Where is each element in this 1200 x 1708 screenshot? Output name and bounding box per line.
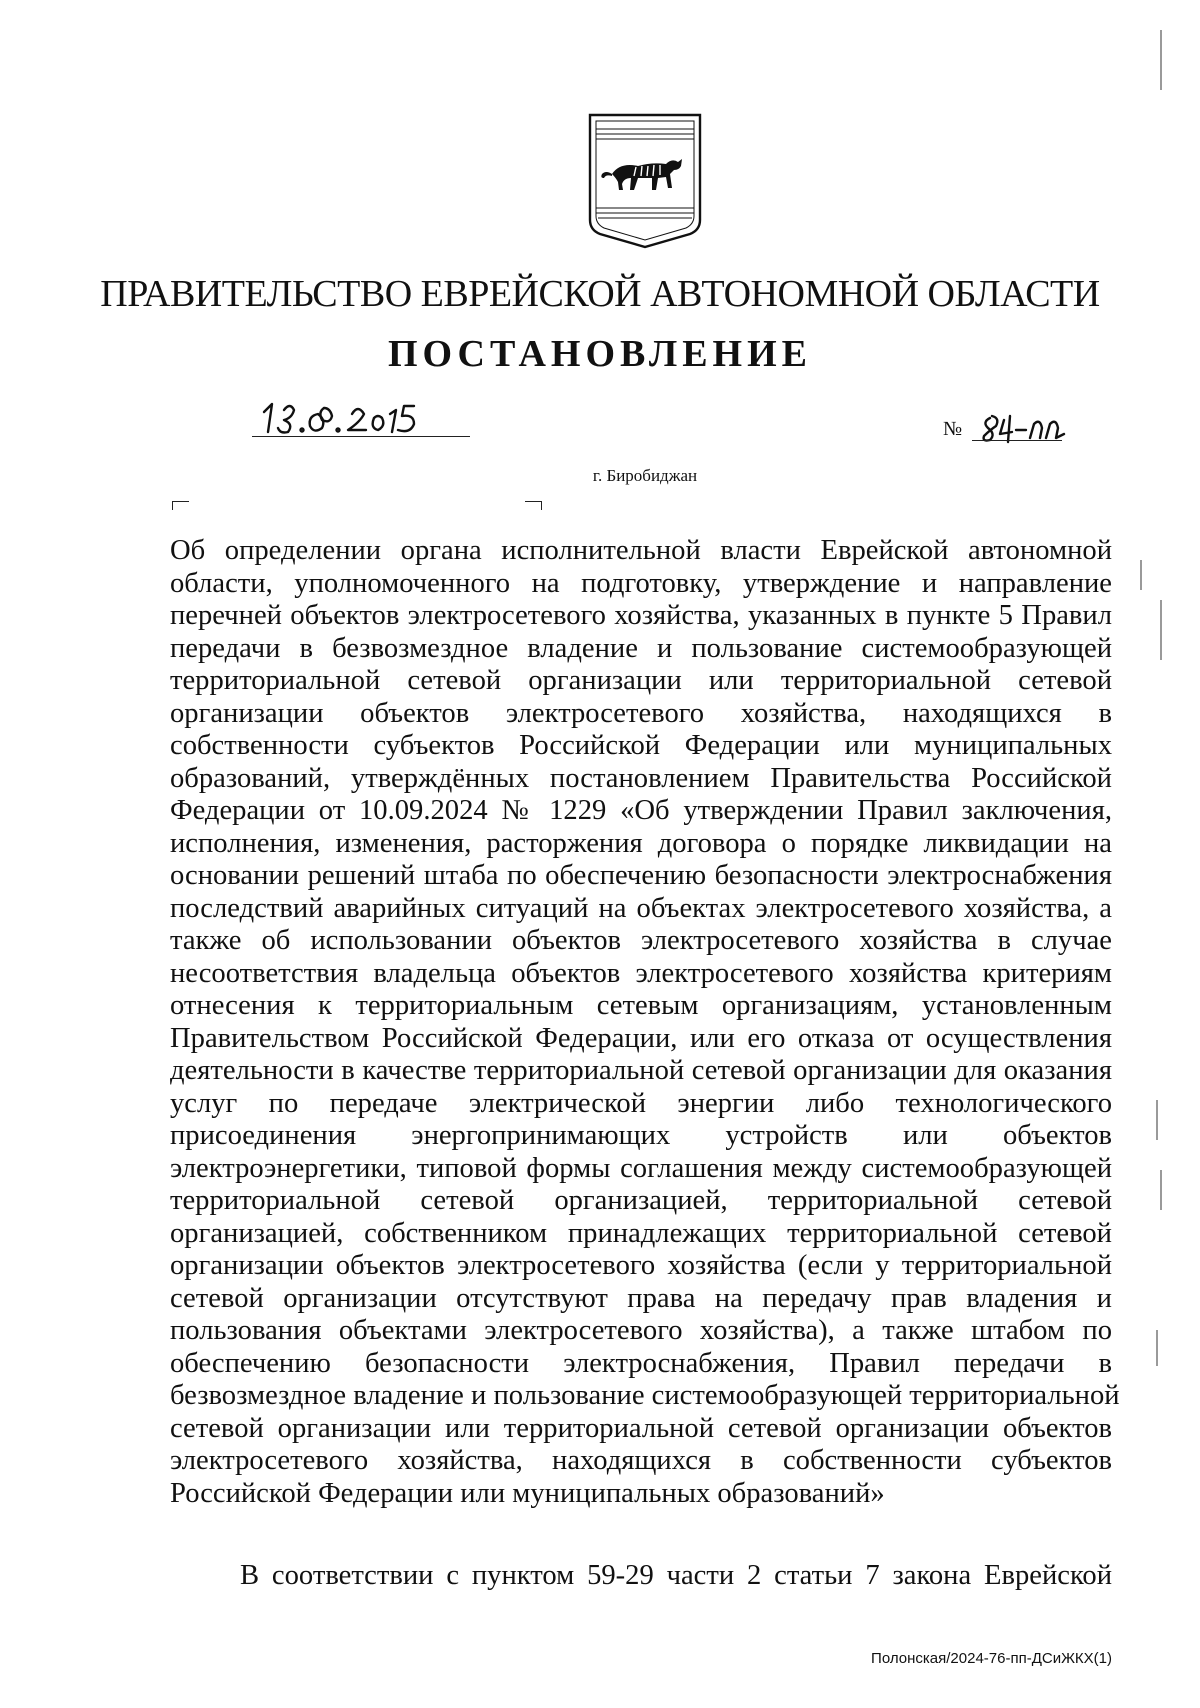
subject-line: организации объектов электросетевого хозяйства, находящихся в [170, 697, 1112, 729]
number-underline [972, 440, 1062, 441]
city-of-issue: г. Биробиджан [592, 466, 698, 485]
subject-line: услуг по передаче электрической энергии либо технологического [170, 1087, 1112, 1119]
document-subject [170, 535, 1120, 1510]
subject-line: сетевой организации отсутствуют права на передачу прав владения и [170, 1282, 1112, 1314]
subject-line: области, уполномоченного на подготовку, утверждение и направление [170, 567, 1112, 599]
subject-line: Российской Федерации или муниципальных образований» [170, 1477, 885, 1509]
subject-line: несоответствия владельца объектов электросетевого хозяйства критериям [170, 957, 1112, 989]
subject-line: передачи в безвозмездное владение и пользование системообразующей [170, 632, 1112, 664]
subject-line: основании решений штаба по обеспечению безопасности электроснабжения [170, 860, 1112, 891]
subject-bracket-right [525, 501, 542, 510]
scan-mark [1156, 1330, 1158, 1366]
subject-line: сетевой организации или территориальной сетевой организации объектов [170, 1412, 1112, 1444]
handwritten-date [258, 392, 438, 436]
subject-line: присоединения энергопринимающих устройств или объектов [170, 1120, 1112, 1151]
coat-of-arms-emblem [586, 112, 704, 250]
subject-line: также об использовании объектов электросетевого хозяйства в случае [170, 925, 1112, 956]
document-reference-code: Полонская/2024-76-пп-ДСиЖКХ(1) [871, 1650, 1112, 1667]
handwritten-number [976, 404, 1068, 444]
subject-line: исполнения, изменения, расторжения договора о порядке ликвидации на [170, 827, 1112, 859]
date-underline [252, 436, 470, 437]
subject-line: организацией, собственником принадлежащих территориальной сетевой [170, 1217, 1112, 1249]
scan-mark [1160, 1170, 1162, 1210]
subject-line: безвозмездное владение и пользование системообразующей территориальной [170, 1380, 1120, 1411]
subject-line: собственности субъектов Российской Федерации или муниципальных [170, 730, 1112, 761]
subject-line: Правительством Российской Федерации, или его отказа от осуществления [170, 1022, 1112, 1054]
scan-mark [1160, 600, 1162, 660]
subject-line: территориальной сетевой организации или территориальной сетевой [170, 665, 1112, 696]
subject-bracket-left [172, 501, 189, 510]
scan-mark [1140, 560, 1142, 590]
number-label: № [943, 418, 963, 440]
scan-mark [1156, 1100, 1158, 1140]
issuing-authority: ПРАВИТЕЛЬСТВО ЕВРЕЙСКОЙ АВТОНОМНОЙ ОБЛАСТИ [100, 273, 1100, 315]
subject-line: деятельности в качестве территориальной сетевой организации для оказания [170, 1055, 1112, 1086]
subject-line: последствий аварийных ситуаций на объектах электросетевого хозяйства, а [170, 892, 1112, 924]
subject-line: территориальной сетевой организацией, территориальной сетевой [170, 1185, 1112, 1216]
body-paragraph: В соответствии с пунктом 59-29 части 2 статьи 7 закона Еврейской [240, 1560, 1112, 1591]
subject-line: электроэнергетики, типовой формы соглашения между системообразующей [170, 1152, 1112, 1184]
subject-line: пользования объектами электросетевого хозяйства), а также штабом по [170, 1315, 1112, 1346]
subject-line: электросетевого хозяйства, находящихся в собственности субъектов [170, 1445, 1112, 1476]
subject-line: Об определении органа исполнительной власти Еврейской автономной [170, 535, 1112, 566]
subject-line: перечней объектов электросетевого хозяйства, указанных в пункте 5 Правил [170, 600, 1112, 631]
subject-line: Федерации от 10.09.2024 № 1229 «Об утверждении Правил заключения, [170, 795, 1112, 826]
subject-line: обеспечению безопасности электроснабжения, Правил передачи в [170, 1347, 1112, 1379]
subject-line: организации объектов электросетевого хозяйства (если у территориальной [170, 1250, 1112, 1281]
document-type-title: ПОСТАНОВЛЕНИЕ [387, 333, 813, 375]
scan-mark [1160, 30, 1162, 90]
subject-line: отнесения к территориальным сетевым организациям, установленным [170, 990, 1112, 1021]
subject-line: образований, утверждённых постановлением Правительства Российской [170, 762, 1112, 794]
